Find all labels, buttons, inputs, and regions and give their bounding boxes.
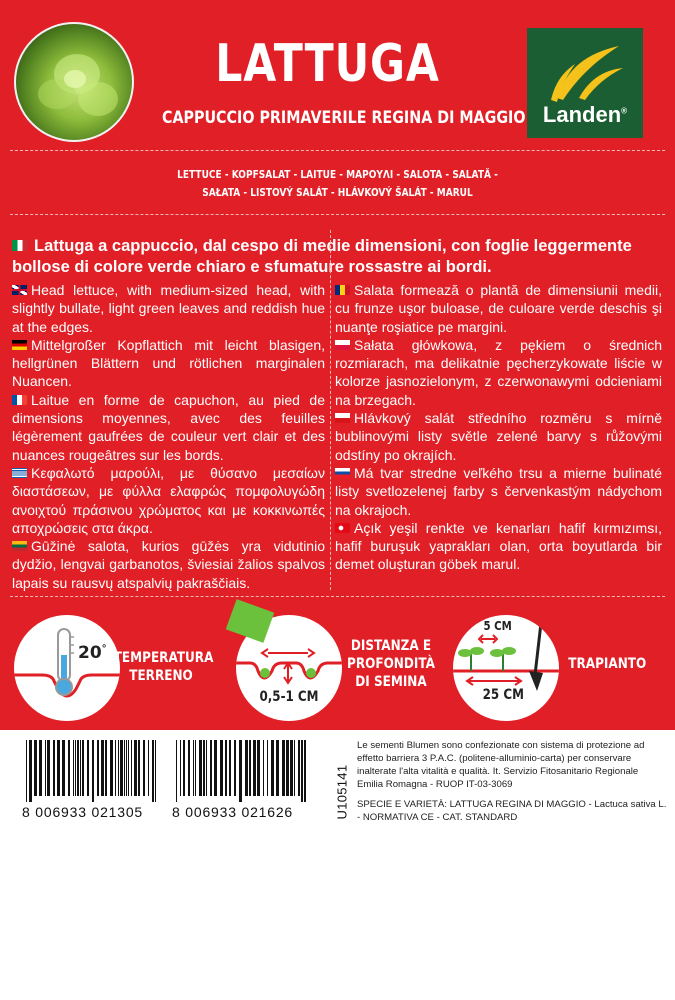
uk-flag-icon (12, 285, 27, 295)
barcode-bar (195, 740, 196, 796)
barcode-bar (34, 740, 37, 796)
romania-flag-icon (335, 285, 350, 295)
slovakia-flag-icon (335, 468, 350, 478)
barcode-bar (73, 740, 74, 796)
barcode-bar (80, 740, 81, 796)
barcode-bar (26, 740, 27, 802)
barcode-bar (115, 740, 116, 796)
legal-text (357, 739, 667, 824)
barcode-bar (286, 740, 289, 796)
barcode-bars (172, 740, 312, 802)
sowing-label: DISTANZA E PROFONDITÀ DI SEMINA (347, 638, 435, 690)
description-sk: Má tvar stredne veľkého trsu a mierne bulinaté listy svetlozelenej farby s červenkastým nádychom na okrajoch. (335, 464, 662, 518)
barcode-bar (206, 740, 207, 796)
poland-flag-icon (335, 340, 350, 350)
barcode-bar (180, 740, 181, 796)
barcode-bar (271, 740, 274, 796)
wheat-leaf-icon (527, 28, 643, 108)
description-cz: Hlávkový salát středního rozměru s mírně bublinovými listy světle zelené barvy s růžovými odstíny po okrajích. (335, 410, 662, 463)
barcode-bar (138, 740, 140, 796)
barcode-bar (199, 740, 202, 796)
description-en: Head lettuce, with medium-sized head, with slightly bullate, light green leaves and reddish hue at the edges. (12, 282, 325, 335)
barcode-bar (214, 740, 217, 796)
barcode-bar (298, 740, 300, 796)
divider-top (10, 150, 665, 151)
barcode-1 (22, 740, 162, 820)
transplant-label: TRAPIANTO (568, 656, 647, 672)
lettuce-photo (14, 22, 134, 142)
descriptions-right-column (335, 281, 662, 574)
barcode-bar (87, 740, 89, 796)
barcode-bar (97, 740, 99, 796)
greece-flag-icon (12, 468, 27, 478)
italy-flag-icon (12, 240, 28, 251)
description-el: Κεφαλωτό μαρούλι, με θύσανο μεσαίων διαστάσεων, με φύλλα ελαφρώς πομφολυγώδη ανοιχτού πράσινου χρώματος και με κοκκινωπές αποχρώσεις στα άκρα. (12, 464, 325, 536)
product-title: LATTUGA (215, 34, 440, 94)
barcode-bar (39, 740, 42, 796)
barcode-bar (294, 740, 295, 796)
common-names-line1: LETTUCE - KOPFSALAT - LAITUE - ΜΑΡΟΥΛΙ - SALOTA - SALATĂ - (177, 168, 498, 181)
barcode-bar (68, 740, 70, 796)
barcode-bar (53, 740, 55, 796)
barcode-bar (118, 740, 119, 796)
barcode-bar (249, 740, 251, 796)
description-pl: Sałata główkowa, z pękiem o średnich rozmiarach, ma delikatnie pęcherzykowate liście w kolorze jasnozielonym, z czerwonawymi odcieniami na brzegach. (335, 336, 662, 408)
barcode-bar (29, 740, 32, 802)
barcode-number: 8 006933 021305 (22, 804, 143, 820)
lot-code: U105141 (334, 764, 350, 820)
barcode-bar (134, 740, 137, 796)
germany-flag-icon (12, 340, 27, 350)
barcode-bar (234, 740, 236, 796)
barcode-bar (203, 740, 205, 796)
barcode-bar (120, 740, 123, 796)
barcode-bar (62, 740, 65, 796)
product-variety: CAPPUCCIO PRIMAVERILE REGINA DI MAGGIO (162, 108, 526, 128)
column-divider (330, 230, 331, 590)
barcode-bar (193, 740, 194, 796)
temperature-label: TEMPERATURA TERRENO (113, 650, 214, 684)
divider-bottom (10, 596, 665, 597)
temperature-icon (14, 615, 120, 721)
lithuania-flag-icon (12, 541, 27, 551)
brand-name: Landen® (542, 102, 628, 127)
france-flag-icon (12, 395, 27, 405)
barcode-bar (131, 740, 132, 796)
common-names-line2: SAŁATA - LISTOVÝ SALÁT - HLÁVKOVÝ ŠALÁT - MARUL (202, 186, 473, 199)
legal-species: SPECIE E VARIETÀ: LATTUGA REGINA DI MAGGIO - Lactuca sativa L. - NORMATIVA CE - CAT. STANDARD (357, 799, 667, 823)
description-fr: Laitue en forme de capuchon, au pied de dimensions moyennes, avec des feuilles légèrement gaufrées de couleur vert clair et des nuances rougeâtres sur les bords. (12, 391, 325, 463)
descriptions-left-column (12, 281, 325, 592)
description-lt: Gūžinė salota, kurios gūžės yra vidutinio dydžio, lengvai garbanotos, šviesiai žalios spalvos lapais su rausvų atspalvių pakraščiais. (12, 538, 325, 591)
barcode-bar (143, 740, 145, 796)
barcode-bar (126, 740, 127, 796)
barcode-bar (124, 740, 125, 796)
description-tr: Açık yeşil renkte ve kenarları hafif kırmızımsı, hafif buruşuk yaprakları olan, orta boyutlarda bir demet oluşturan göbek marul. (335, 519, 662, 573)
barcode-2 (172, 740, 312, 820)
barcode-bar (148, 740, 149, 796)
barcode-bar (239, 740, 242, 802)
barcode-bar (128, 740, 129, 796)
barcode-bar (45, 740, 46, 796)
barcode-bar (290, 740, 293, 796)
legal-packaging: Le sementi Blumen sono confezionate con sistema di protezione ad effetto barriera 3 P.A.C. (politene-alluminio-carta) per conservare inalterate l'alta vitalità e qualità. It. Servizio Fitosanitario Regionale Emilia Romagna - RUOP IT-03-3069 (357, 740, 645, 790)
barcode-bar (82, 740, 84, 796)
cultivation-icons (0, 605, 675, 730)
barcode-bar (183, 740, 185, 796)
barcode-bar (47, 740, 50, 796)
barcode-bar (101, 740, 104, 796)
barcode-bar (176, 740, 177, 802)
transplant-plant-distance: 25 CM (482, 687, 524, 703)
barcode-bar (245, 740, 248, 796)
turkey-flag-icon (335, 523, 350, 533)
landen-logo (527, 28, 643, 138)
barcode-bars (22, 740, 162, 802)
barcode-bar (155, 740, 156, 802)
barcode-bar (253, 740, 256, 796)
barcode-bar (220, 740, 223, 796)
barcode-bar (263, 740, 264, 796)
description-ro: Salata formează o plantă de dimensiunii medii, cu frunze uşor buloase, de culoare verde deschis şi nuanţe roşiatice pe margini. (335, 282, 662, 335)
barcode-bar (105, 740, 107, 796)
barcode-bar (75, 740, 76, 796)
barcode-bar (282, 740, 285, 796)
barcode-number: 8 006933 021626 (172, 804, 293, 820)
czech-flag-icon (335, 413, 350, 423)
barcode-bar (276, 740, 279, 796)
description-de: Mittelgroßer Kopflattich mit leicht blasigen, hellgrünen Blättern und rötlichen marginalen Nuancen. (12, 336, 325, 390)
barcode-bar (257, 740, 260, 796)
barcode-bar (304, 740, 306, 802)
barcode-bar (152, 740, 154, 802)
barcode-bar (92, 740, 94, 802)
barcode-bar (77, 740, 79, 796)
barcode-bar (301, 740, 303, 802)
transplant-row-distance: 5 CM (483, 619, 512, 633)
sowing-depth-value: 0,5-1 CM (259, 689, 319, 705)
temperature-value: 20° (78, 643, 107, 663)
barcode-bar (188, 740, 190, 796)
barcode-bar (110, 740, 113, 796)
barcode-bar (225, 740, 227, 796)
barcode-bar (57, 740, 60, 796)
barcode-bar (229, 740, 231, 796)
transplant-icon (453, 615, 559, 721)
divider-middle (10, 214, 665, 215)
italian-description: Lattuga a cappuccio, dal cespo di medie dimensioni, con foglie leggermente bollose di colore verde chiaro e sfumature rossastre ai bordi. (12, 237, 632, 276)
barcode-bar (267, 740, 268, 796)
barcode-bar (210, 740, 212, 796)
